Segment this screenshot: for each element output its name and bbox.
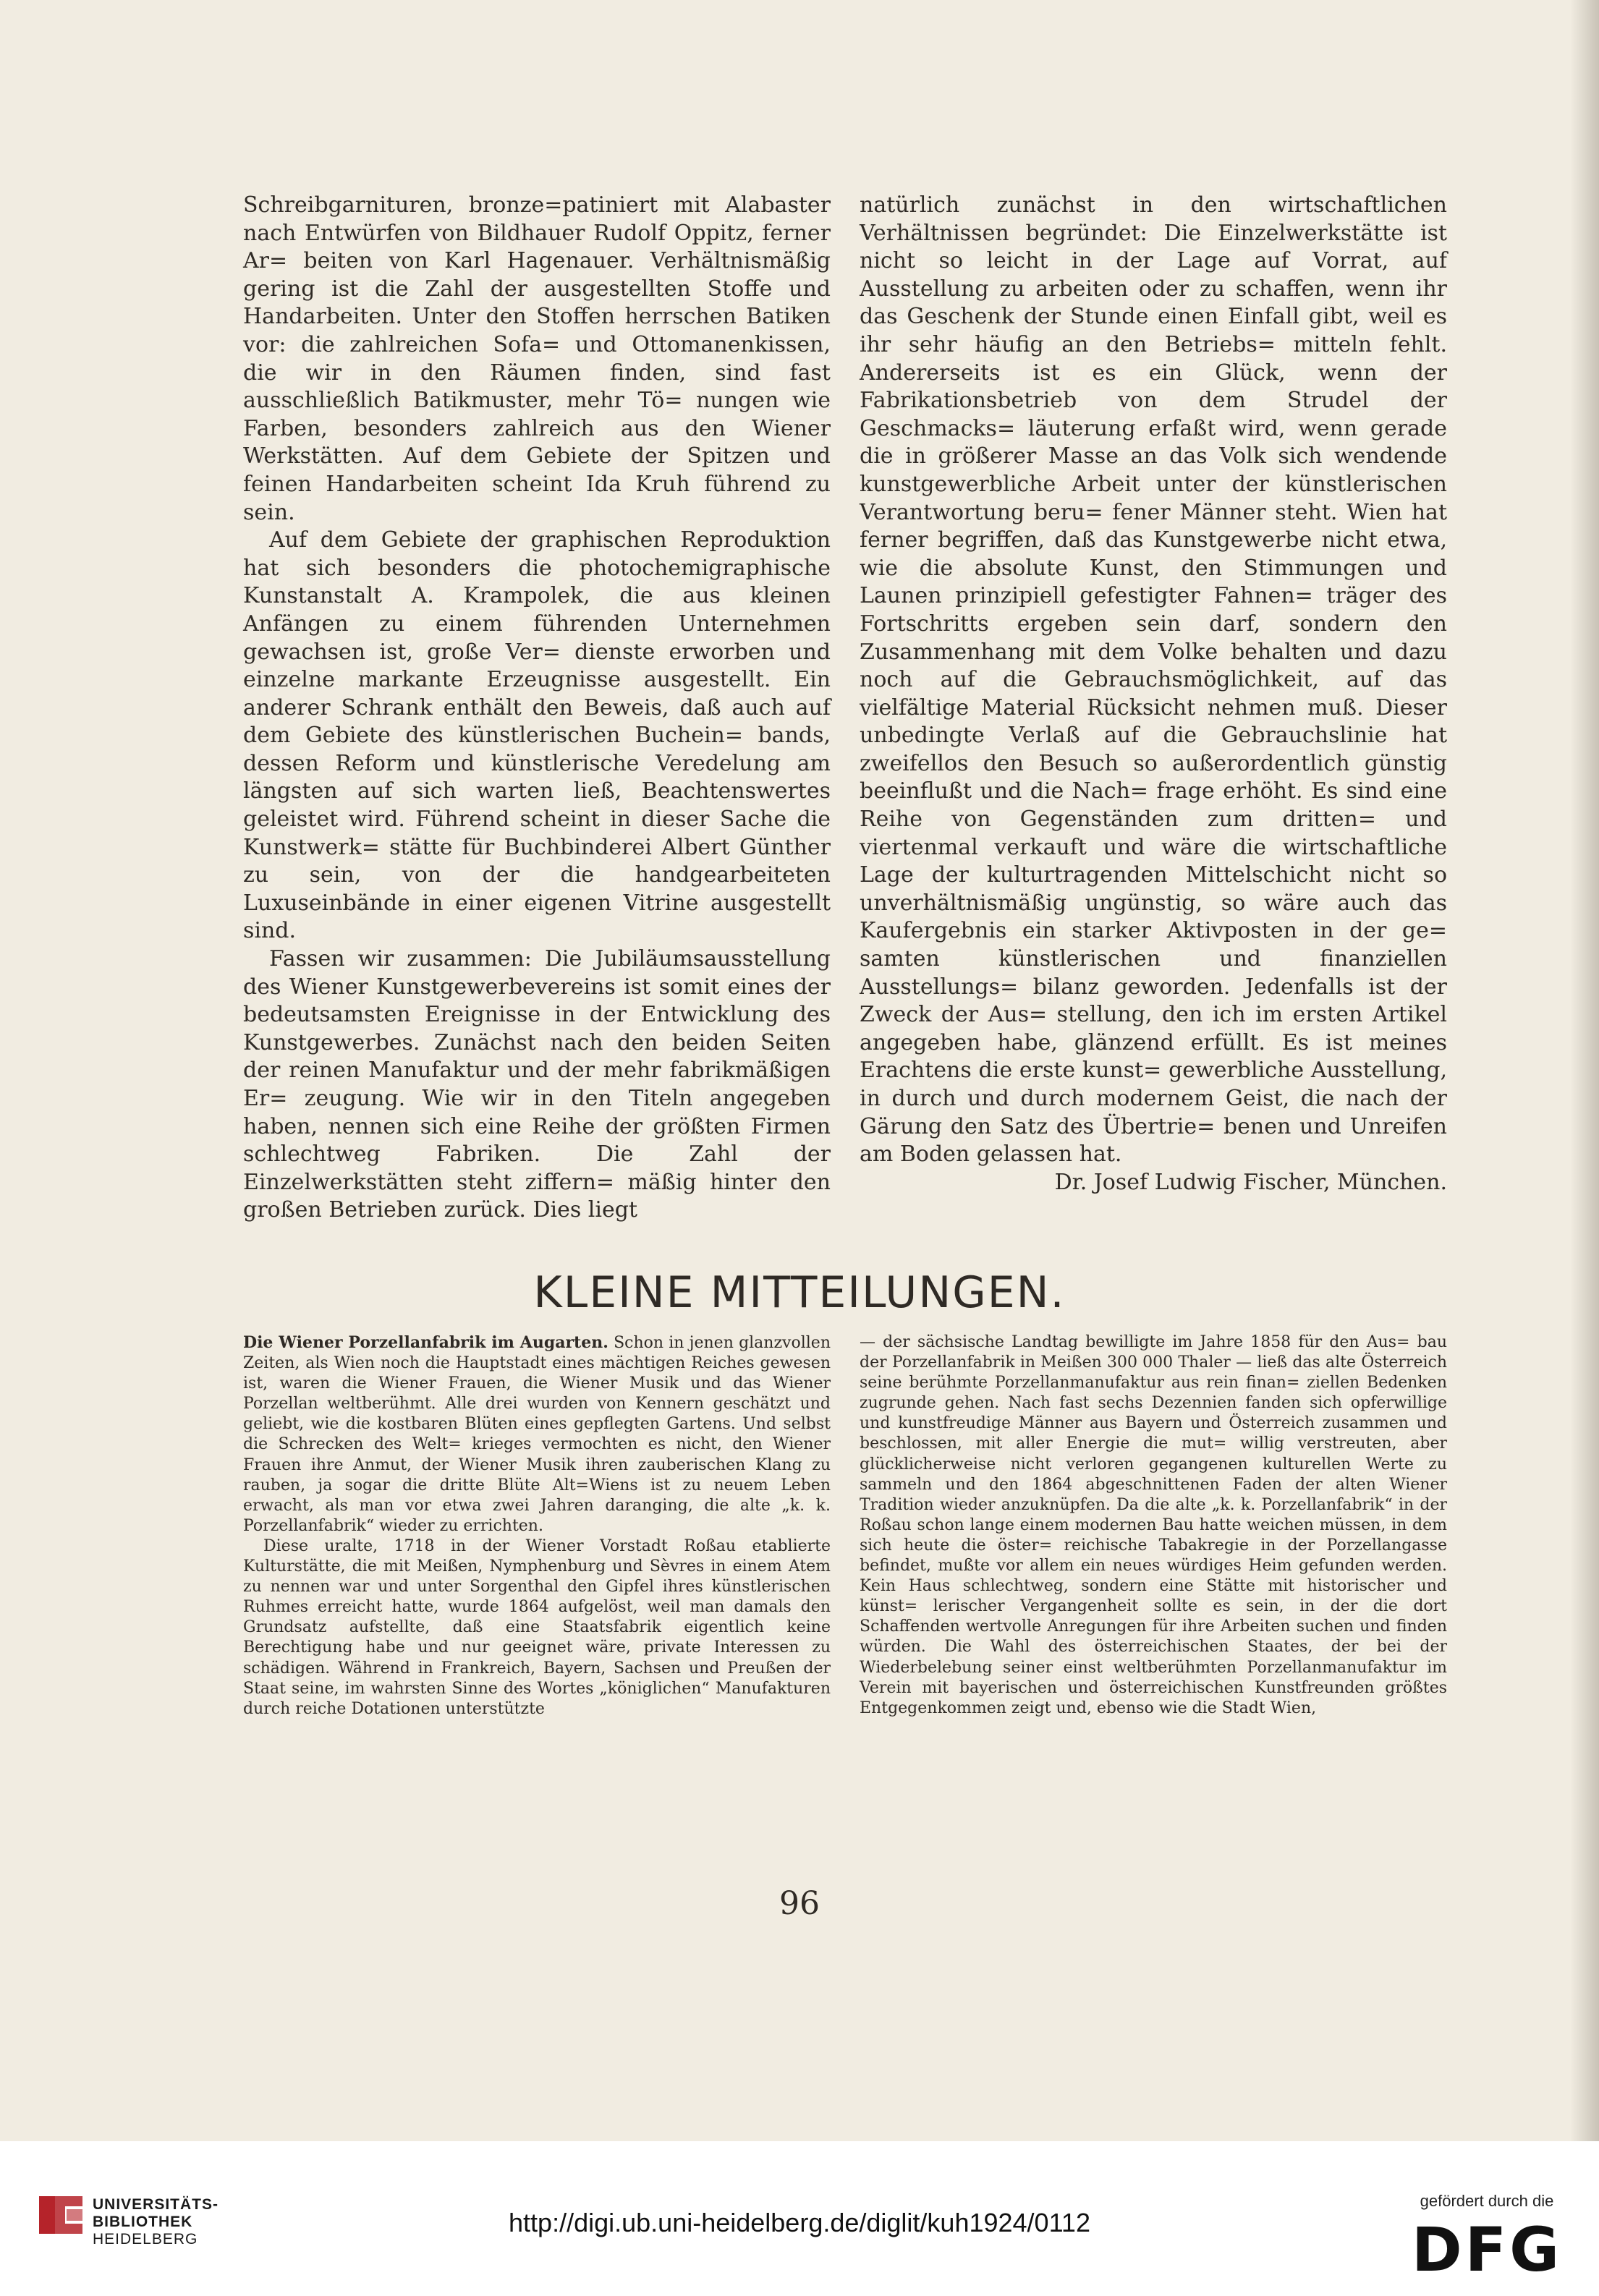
page-number: 96 — [779, 1885, 820, 1922]
paragraph: — der sächsische Landtag bewilligte im Jahre 1858 für den Aus= bau der Porzellanfabrik in Meißen 300 000 Thaler — ließ das alte Österreich seine berühmte Porzellanmanufaktur aus rein finan= ziellen Bedenken zugrunde gehen. Nach fast sechs Dezennien fanden sich opferwillige und kunstfreudige Männer aus Bayern und Österreich zusammen und beschlossen, mit aller Energie die mut= willig verstreuten, aber glücklicherweise nicht verloren gegangenen kulturellen Werte zu sammeln und den 1864 abgeschnittenen Faden der alten Wiener Tradition wieder anzuknüpfen. Da die alte „k. k. Porzellanfabrik“ in der Roßau schon lange einem modernen Bau hatte weichen müssen, in dem sich heute die öster= reichische Tabakregie in der Porzellangasse befindet, mußte vor allem ein neues würdiges Heim gefunden werden. Kein Haus schlechtweg, sondern eine Stätte mit historischer und künst= lerischer Vergangenheit sollte es sein, in der die dort Schaffenden wertvolle Anregungen für ihre Arbeiten suchen und finden würden. Die Wahl des österreichischen Staates, der bei der Wiederbelebung seiner einst weltberühmten Porzellanmanufaktur im Verein mit bayerischen und österreichischen Kunstfreunden größtes Entgegenkommen zeigt und, ebenso wie die Stadt Wien, — [860, 1333, 1447, 1717]
paragraph: Schreibgarnituren, bronze=patiniert mit Alabaster nach Entwürfen von Bildhauer Rudolf Oppitz, ferner Ar= beiten von Karl Hagenauer. Verhältnismäßig gering ist die Zahl der ausgestellten Stoffe und Handarbeiten. Unter den Stoffen herrschen Batiken vor: die zahlreichen Sofa= und Ottomanenkissen, die wir in den Räumen finden, sind fast ausschließlich Batikmuster, mehr Tö= nungen wie Farben, besonders zahlreich aus den Wiener Werkstätten. Auf dem Gebiete der Spitzen und feinen Handarbeiten scheint Ida Kruh führend zu sein. — [243, 192, 831, 525]
paragraph-text: Schon in jenen glanzvollen Zeiten, als Wien noch die Hauptstadt eines mächtigen Reiches gewesen ist, waren die Wiener Frauen, die Wiener Musik und das Wiener Porzellan weltberühmt. Alle drei wurden von Kennern geschätzt und geliebt, wie die kostbaren Blüten eines gepflegten Gartens. Und selbst die Schrecken des Welt= krieges vermochten es nicht, den Wiener Frauen ihre Anmut, der Wiener Musik ihren zauberischen Klang zu rauben, ja sogar die dritte Blüte Alt=Wiens ist zu neuem Leben erwacht, als man vor etwa zwei Jahren daranging, die alte „k. k. Porzellanfabrik“ wieder zu errichten. — [243, 1334, 831, 1535]
library-name-line: UNIVERSITÄTS- — [93, 2196, 219, 2213]
paragraph: Auf dem Gebiete der graphischen Reproduktion hat sich besonders die photochemigraphische Kunstanstalt A. Krampolek, die aus kleinen Anfängen zu einem führenden Unternehmen gewachsen ist, große Ver= dienste erworben und einzelne markante Erzeugnisse ausgestellt. Ein anderer Schrank enthält den Beweis, daß auch auf dem Gebiete des künstlerischen Buchein= bands, dessen Reform und künstlerische Veredelung am längsten auf sich warten ließ, Beachtenswertes geleistet wird. Führend scheint in dieser Sache die Kunstwerk= stätte für Buchbinderei Albert Günther zu sein, von der die handgearbeiteten Luxuseinbände in einer eigenen Vitrine ausgestellt sind. — [243, 527, 831, 944]
funder-block — [1396, 2192, 1577, 2284]
section-title: KLEINE MITTEILUNGEN. — [533, 1267, 1066, 1318]
paragraph: Diese uralte, 1718 in der Wiener Vorstadt Roßau etablierte Kulturstätte, die mit Meißen, Nymphenburg und Sèvres in einem Atem zu nennen war und unter Sorgenthal den Gipfel ihres künstlerischen Ruhmes erreicht hatte, wurde 1864 aufgelöst, weil man damals den Grundsatz aufstellte, daß eine Staatsfabrik eigentlich keine Berechtigung habe und nur geeignet wäre, private Interessen zu schädigen. Während in Frankreich, Bayern, Sachsen und Preußen der Staat seine, im wahrsten Sinne des Wortes „königlichen“ Manufakturen durch reiche Dotationen unterstützte — [243, 1536, 831, 1718]
author-signature: Dr. Josef Ludwig Fischer, München. — [1054, 1169, 1447, 1195]
article-heading: Die Wiener Porzellanfabrik im Augarten. — [243, 1333, 608, 1352]
upper-right-column — [860, 192, 1447, 1196]
paragraph: natürlich zunächst in den wirtschaftlichen Verhältnissen begründet: Die Einzelwerkstätte ist nicht so leicht in der Lage auf Vorrat, auf Ausstellung zu arbeiten oder zu schaffen, wenn ihr das Geschenk der Stunde einen Einfall gibt, weil es ihr sehr häufig an den Betriebs= mitteln fehlt. Andererseits ist es ein Glück, wenn der Fabrikationsbetrieb von dem Strudel der Geschmacks= läuterung erfaßt wird, wenn gerade die in größerer Masse an das Volk sich wendende kunstgewerbliche Arbeit unter der künstlerischen Verantwortung beru= fener Männer steht. Wien hat ferner begriffen, daß das Kunstgewerbe nicht etwa, wie die absolute Kunst, den Stimmungen und Launen prinzipiell gefestigter Fahnen= träger des Fortschritts ergeben sein darf, sondern den Zusammenhang mit dem Volke behalten und dazu noch auf die Gebrauchsmöglichkeit, auf das vielfältige Material Rücksicht nehmen muß. Dieser unbedingte Verlaß auf die Gebrauchslinie hat zweifellos den Besuch so außerordentlich günstig beeinflußt und die Nach= frage erhöht. Es sind eine Reihe von Gegenständen zum dritten= und viertenmal verkauft und wäre die wirtschaftliche Lage der kulturtragenden Mittelschicht nicht so unverhältnismäßig ungünstig, so wäre auch das Kaufergebnis ein starker Aktivposten in der ge= samten künstlerischen und finanziellen Ausstellungs= bilanz geworden. Jedenfalls ist der Zweck der Aus= stellung, den ich im ersten Artikel angegeben habe, glänzend erfüllt. Es ist meines Erachtens die erste kunst= gewerbliche Ausstellung, in durch und durch modernem Geist, die nach der Gärung den Satz des Übertrie= benen und Unreifen am Boden gelassen hat. — [860, 192, 1447, 1168]
paragraph: Fassen wir zusammen: Die Jubiläumsausstellung des Wiener Kunstgewerbevereins ist somit eines der bedeutsamsten Ereignisse in der Entwicklung des Kunstgewerbes. Zunächst nach den beiden Seiten der reinen Manufaktur und der mehr fabrikmäßigen Er= zeugung. Wie wir in den Titeln angegeben haben, nennen sich eine Reihe der größten Firmen schlechtweg Fabriken. Die Zahl der Einzelwerkstätten steht ziffern= mäßig hinter den großen Betrieben zurück. Dies liegt — [243, 946, 831, 1223]
page-edge-shadow — [1570, 0, 1599, 2141]
funded-by-text: gefördert durch die — [1420, 2192, 1554, 2210]
dfg-logo: DFG — [1411, 2214, 1563, 2285]
lower-left-column — [243, 1332, 831, 1719]
upper-left-column — [243, 192, 831, 1225]
library-name-line: BIBLIOTHEK — [93, 2214, 193, 2230]
library-name-line: HEIDELBERG — [93, 2231, 198, 2248]
lower-right-column — [860, 1332, 1447, 1719]
permalink-url[interactable]: http://digi.ub.uni-heidelberg.de/diglit/kuh1924/0112 — [509, 2208, 1090, 2237]
paragraph — [243, 1332, 831, 1536]
